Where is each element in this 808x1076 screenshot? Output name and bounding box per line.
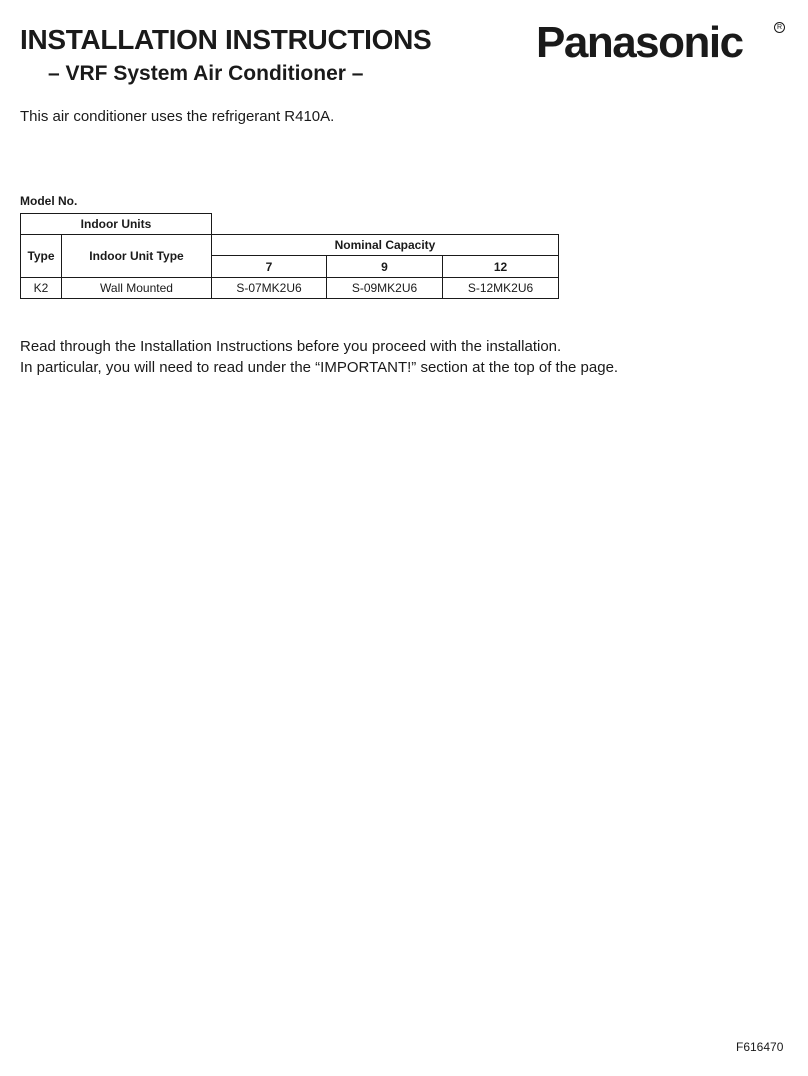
document-number: F616470 xyxy=(736,1040,784,1054)
capacity-9-header: 9 xyxy=(326,255,443,278)
brand-logo: Panasonic xyxy=(536,18,743,67)
model-number-label: Model No. xyxy=(20,194,78,208)
notice-line-2: In particular, you will need to read under the “IMPORTANT!” section at the top of the page. xyxy=(20,359,619,376)
row-unit-type-cell: Wall Mounted xyxy=(61,277,212,299)
refrigerant-note: This air conditioner uses the refrigerant R410A. xyxy=(20,108,335,125)
registered-mark-icon: R xyxy=(774,22,785,33)
document-title: INSTALLATION INSTRUCTIONS xyxy=(20,24,432,55)
indoor-unit-type-header: Indoor Unit Type xyxy=(61,234,212,278)
notice-line-1: Read through the Installation Instructions before you proceed with the installation. xyxy=(20,338,562,355)
indoor-units-header: Indoor Units xyxy=(20,213,212,235)
capacity-12-header: 12 xyxy=(442,255,559,278)
capacity-7-header: 7 xyxy=(211,255,327,278)
model-s09-cell: S-09MK2U6 xyxy=(326,277,443,299)
document-subtitle: – VRF System Air Conditioner – xyxy=(48,62,364,85)
row-type-cell: K2 xyxy=(20,277,62,299)
type-header: Type xyxy=(20,234,62,278)
model-s07-cell: S-07MK2U6 xyxy=(211,277,327,299)
model-s12-cell: S-12MK2U6 xyxy=(442,277,559,299)
nominal-capacity-header: Nominal Capacity xyxy=(211,234,559,256)
read-instructions-notice xyxy=(20,336,618,378)
